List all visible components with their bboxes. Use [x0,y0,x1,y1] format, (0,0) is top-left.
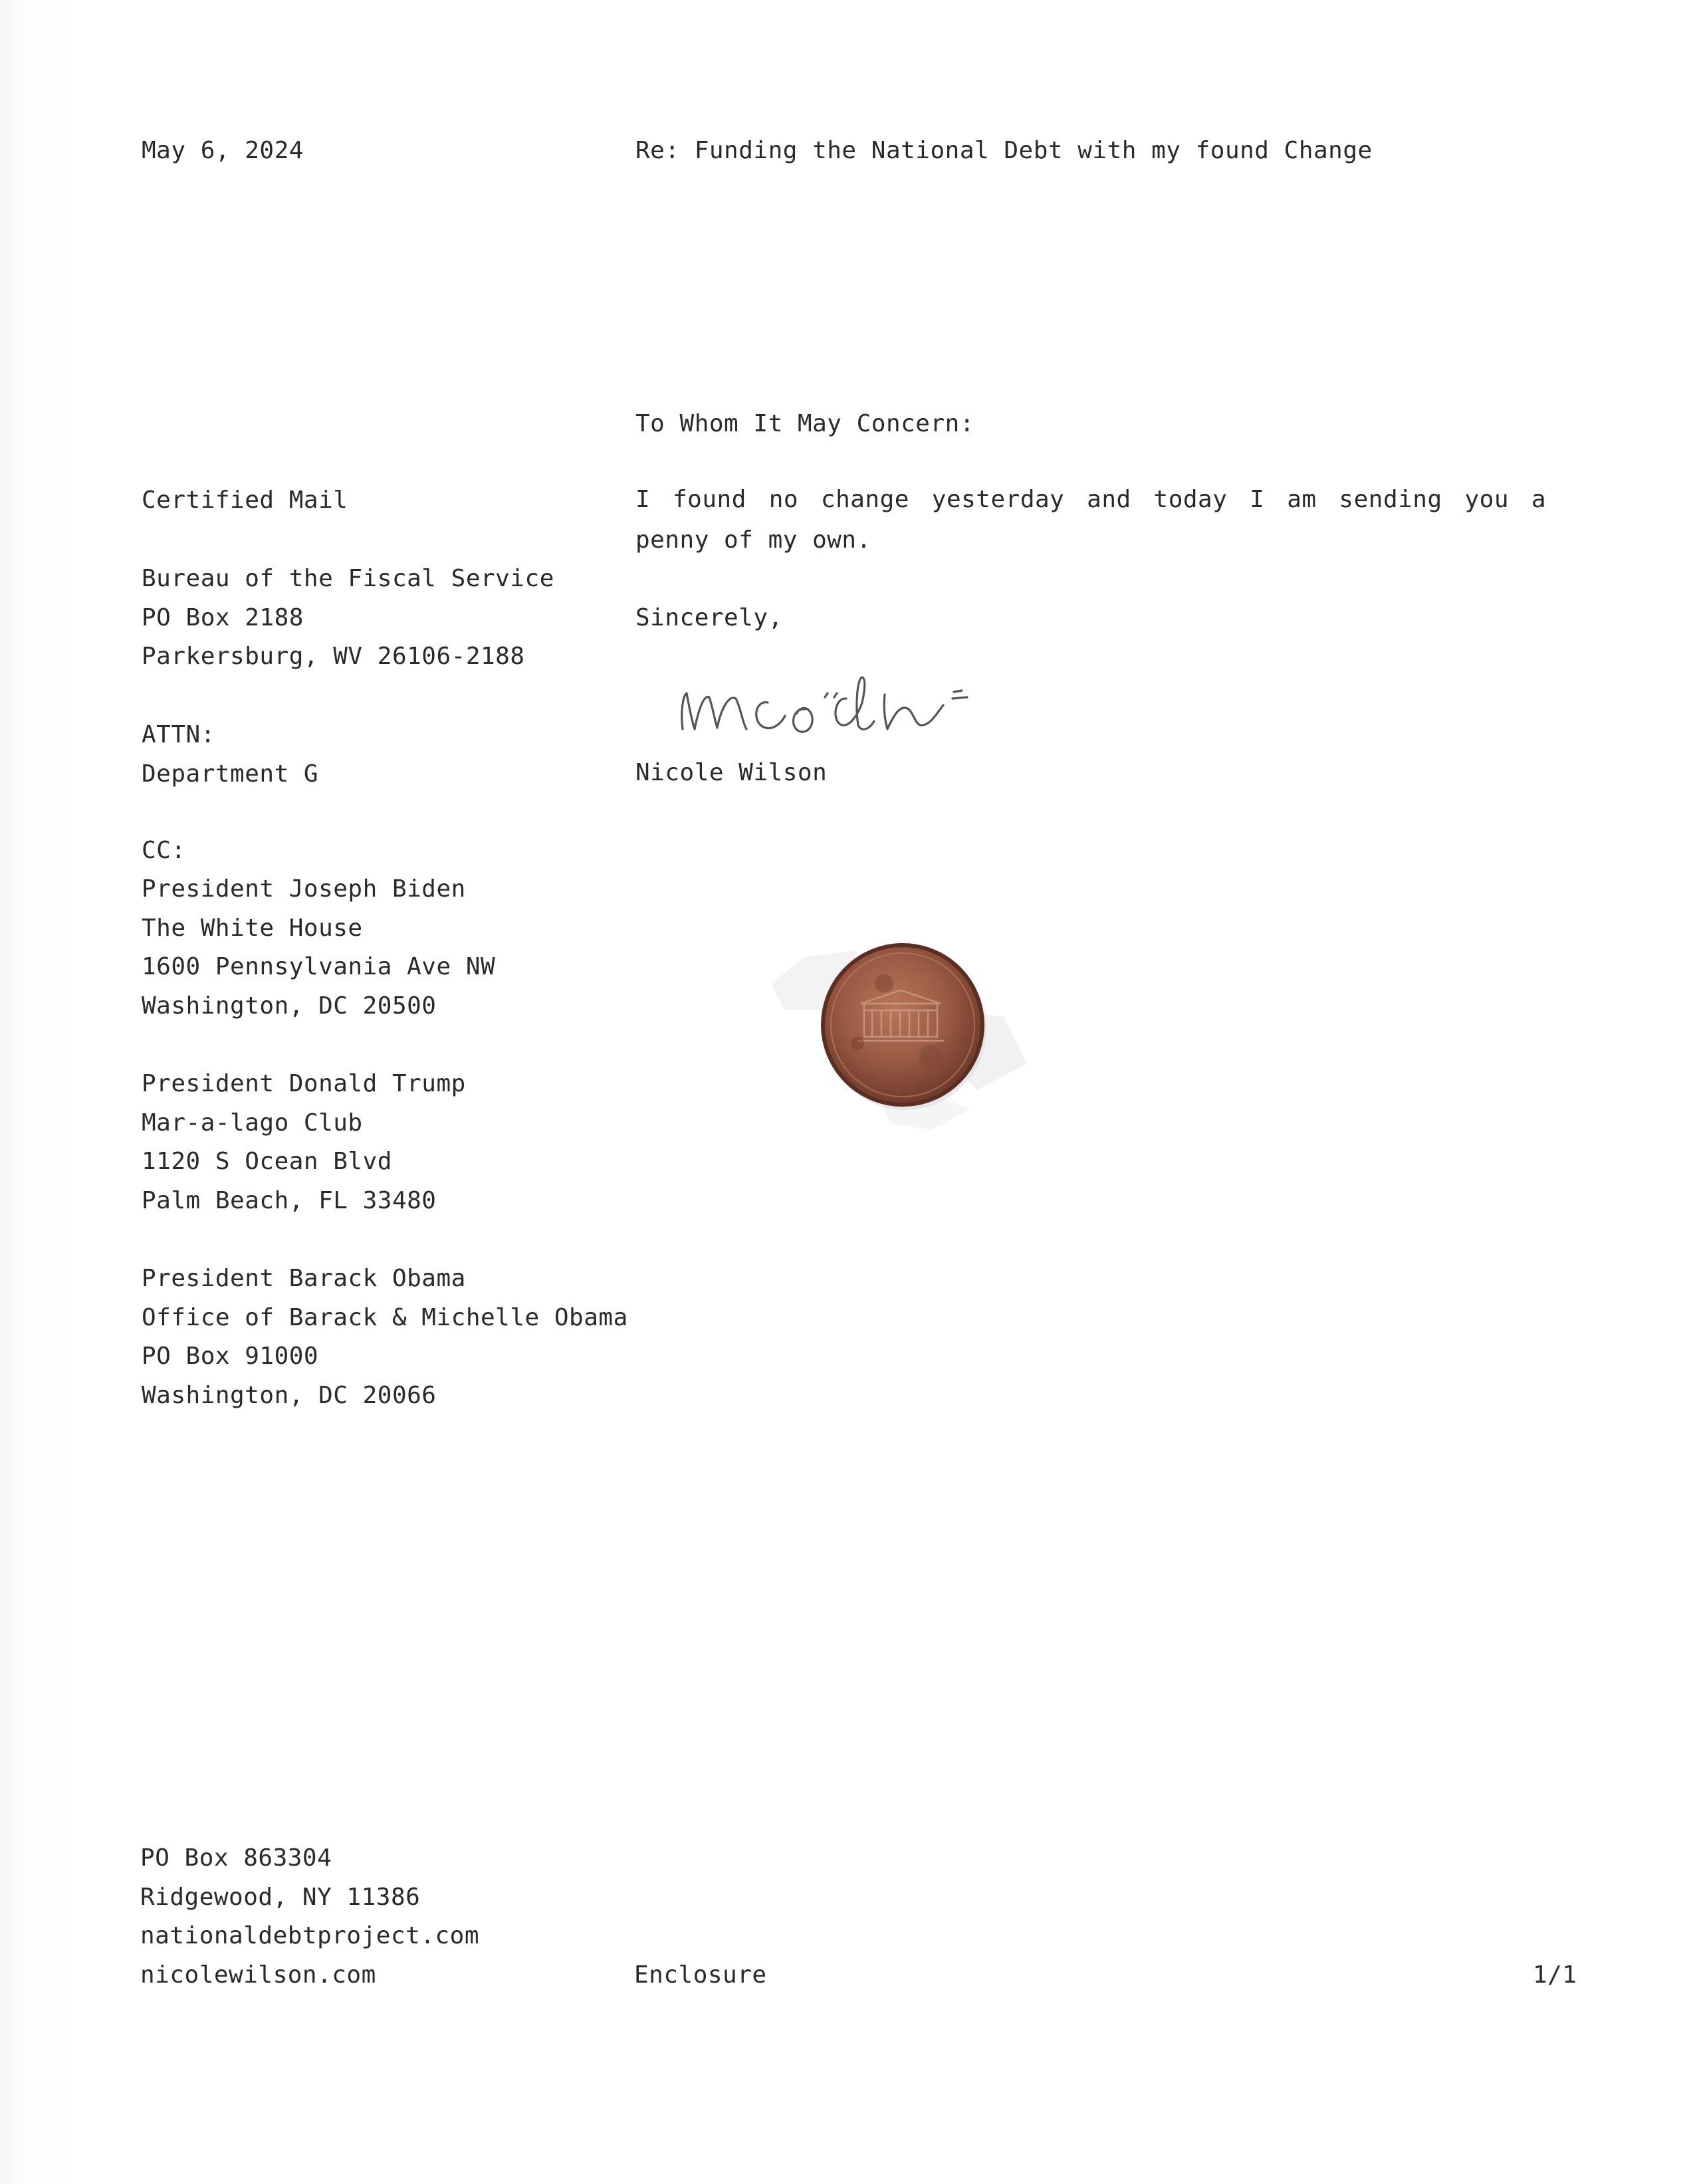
attn-block [142,716,318,794]
page-number: 1/1 [1533,1961,1577,1989]
sender-name: Nicole Wilson [635,759,828,786]
address-line: PO Box 91000 [142,1343,319,1370]
letter-date: May 6, 2024 [142,137,304,164]
address-line: Office of Barack & Michelle Obama [142,1303,628,1331]
footer-line: Ridgewood, NY 11386 [140,1883,421,1911]
address-line: President Donald Trump [142,1070,466,1097]
salutation: To Whom It May Concern: [635,410,974,437]
address-line: Parkersburg, WV 26106-2188 [142,643,525,670]
address-line: 1120 S Ocean Blvd [142,1148,392,1175]
letter-body: I found no change yesterday and today I am sending you a penny of my own. [635,486,1546,554]
address-line: The White House [142,914,363,942]
address-line: President Barack Obama [142,1265,466,1292]
footer-line: nicolewilson.com [140,1961,376,1989]
enclosure-label: Enclosure [634,1961,767,1989]
address-line: Washington, DC 20500 [142,992,437,1020]
mail-type: Certified Mail [142,487,348,514]
address-line: Bureau of the Fiscal Service [142,565,554,592]
cc-entry [142,870,495,1026]
attn-value: Department G [142,760,319,788]
cc-entry [142,1065,466,1220]
cc-entry [142,1259,628,1415]
address-line: President Joseph Biden [142,875,466,903]
enclosed-penny [758,911,1050,1150]
penny-image [758,911,1050,1150]
address-line: Palm Beach, FL 33480 [142,1186,437,1214]
address-line: PO Box 2188 [142,603,304,631]
signature-drawing [675,668,1007,754]
letter-subject: Re: Funding the National Debt with my found Change [635,137,1373,164]
footer-line: nationaldebtproject.com [140,1922,479,1949]
attn-label: ATTN: [142,721,215,748]
address-line: Mar-a-lago Club [142,1109,363,1137]
address-line: 1600 Pennsylvania Ave NW [142,953,496,980]
recipient-address [142,560,554,677]
address-line: Washington, DC 20066 [142,1381,437,1409]
cc-label: CC: [142,837,186,864]
handwritten-signature [675,668,1007,754]
footer-line: PO Box 863304 [140,1844,332,1872]
sender-footer [140,1839,479,1995]
closing: Sincerely, [635,604,783,631]
